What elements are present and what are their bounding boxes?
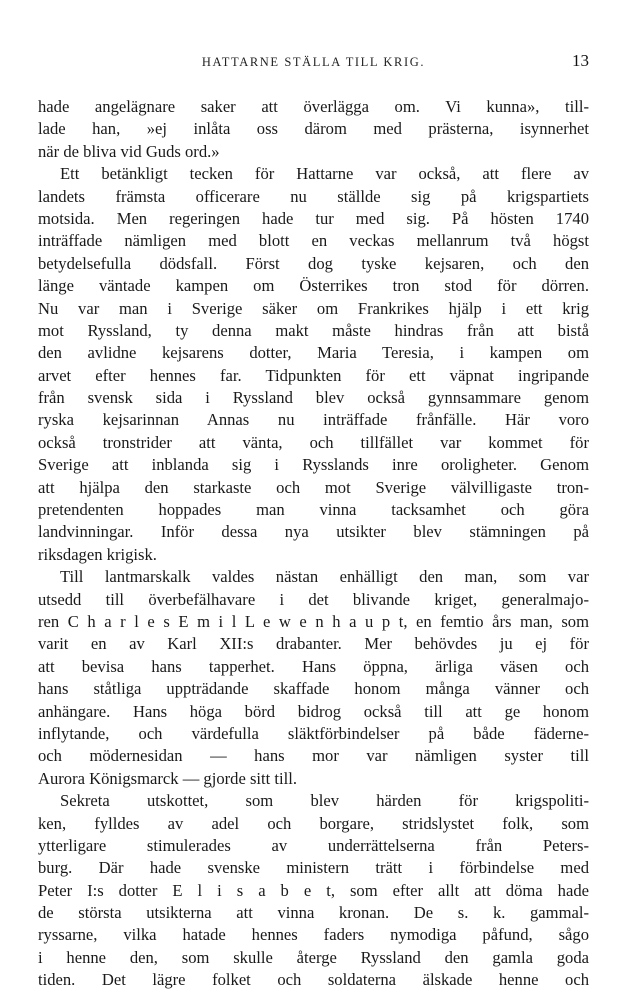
text-line: landvinningar. Inför dessa nya utsikter blev stämningen på bbox=[38, 522, 589, 542]
text-line: och mödernesidan — hans mor var nämligen syster till bbox=[38, 746, 589, 766]
text-line: burg. Där hade svenske ministern trätt i förbindelse med bbox=[38, 858, 589, 878]
text-line: Peter I:s dotter E l i s a b e t, som efter allt att döma hade bbox=[38, 880, 589, 900]
text-line: att bevisa hans tapperhet. Hans öppna, ärliga väsen och bbox=[38, 656, 589, 676]
text-line: ren C h a r l e s E m i l L e w e n h a u p t, en femtio års man, som bbox=[38, 611, 589, 631]
text-line: varit en av Karl XII:s drabanter. Mer behövdes ju ej för bbox=[38, 634, 589, 654]
page-number: 13 bbox=[572, 51, 589, 70]
text-line: pretendenten hoppades man vinna tacksamhet och göra bbox=[38, 500, 589, 520]
text-line: Nu var man i Sverige säker om Frankrikes hjälp i ett krig bbox=[38, 298, 589, 318]
text-line: lade han, »ej inlåta oss därom med prästerna, isynnerhet bbox=[38, 119, 589, 139]
body-text bbox=[38, 96, 589, 992]
text-line: utsedd till överbefälhavare i det blivande kriget, generalmajo- bbox=[38, 589, 589, 609]
text-line: de största utsikterna att vinna kronan. De s. k. gammal- bbox=[38, 903, 589, 923]
text-line: mot Ryssland, ty denna makt måste hindras från att bistå bbox=[38, 320, 589, 340]
text-line: att hjälpa den starkaste och mot Sverige välvilligaste tron- bbox=[38, 477, 589, 497]
text-line: när de bliva vid Guds ord.» bbox=[38, 141, 220, 161]
text-line: ytterligare stimulerades av underrättelserna från Peters- bbox=[38, 835, 589, 855]
text-line: hade angelägnare saker att överlägga om. Vi kunna», till- bbox=[38, 97, 589, 116]
text-line: från svensk sida i Ryssland blev också gynnsammare genom bbox=[38, 388, 589, 408]
text-line: länge väntade kampen om Österrikes tron stod för dörren. bbox=[38, 276, 589, 296]
running-title: HATTARNE STÄLLA TILL KRIG. bbox=[201, 55, 426, 69]
text-line: Till lantmarskalk valdes nästan enhälligt den man, som var bbox=[60, 567, 589, 587]
text-line: Ett betänkligt tecken för Hattarne var också, att flere av bbox=[60, 164, 589, 184]
text-line: riksdagen krigisk. bbox=[38, 544, 157, 564]
text-line: betydelsefulla dödsfall. Först dog tyske kejsaren, och den bbox=[38, 253, 589, 273]
text-line: den avlidne kejsarens dotter, Maria Teresia, i kampen om bbox=[38, 343, 589, 363]
text-line: motsida. Men regeringen hade tur med sig. På hösten 1740 bbox=[38, 208, 589, 228]
running-header bbox=[38, 52, 589, 74]
text-line: Aurora Königsmarck — gjorde sitt till. bbox=[38, 768, 298, 788]
text-line: Sekreta utskottet, som blev härden för krigspoliti- bbox=[60, 791, 589, 811]
text-line: Sverige att inblanda sig i Rysslands inre oroligheter. Genom bbox=[38, 455, 589, 475]
text-line: landets främsta officerare nu ställde sig på krigspartiets bbox=[38, 186, 589, 206]
text-line: också tronstrider att vänta, och tillfället var kommet för bbox=[38, 432, 589, 452]
text-line: anhängare. Hans höga börd bidrog också till att ge honom bbox=[38, 701, 589, 721]
text-line: hans ståtliga uppträdande skaffade honom många vänner och bbox=[38, 679, 589, 699]
text-line: ryska kejsarinnan Annas nu inträffade frånfälle. Här voro bbox=[38, 410, 589, 430]
text-line: ryssarne, vilka hatade hennes faders nymodiga påfund, sågo bbox=[38, 925, 589, 945]
text-line: inträffade nämligen med blott en veckas mellanrum två högst bbox=[38, 231, 589, 251]
text-line: inflytande, och värdefulla släktförbindelser på både fäderne- bbox=[38, 723, 589, 743]
text-line: i henne den, som skulle återge Ryssland den gamla goda bbox=[38, 947, 589, 967]
text-line: arvet efter hennes far. Tidpunkten för ett väpnat ingripande bbox=[38, 365, 589, 385]
text-line: tiden. Det lägre folket och soldaterna älskade henne och bbox=[38, 970, 589, 990]
text-line: ken, fylldes av adel och borgare, stridslystet folk, som bbox=[38, 813, 589, 833]
